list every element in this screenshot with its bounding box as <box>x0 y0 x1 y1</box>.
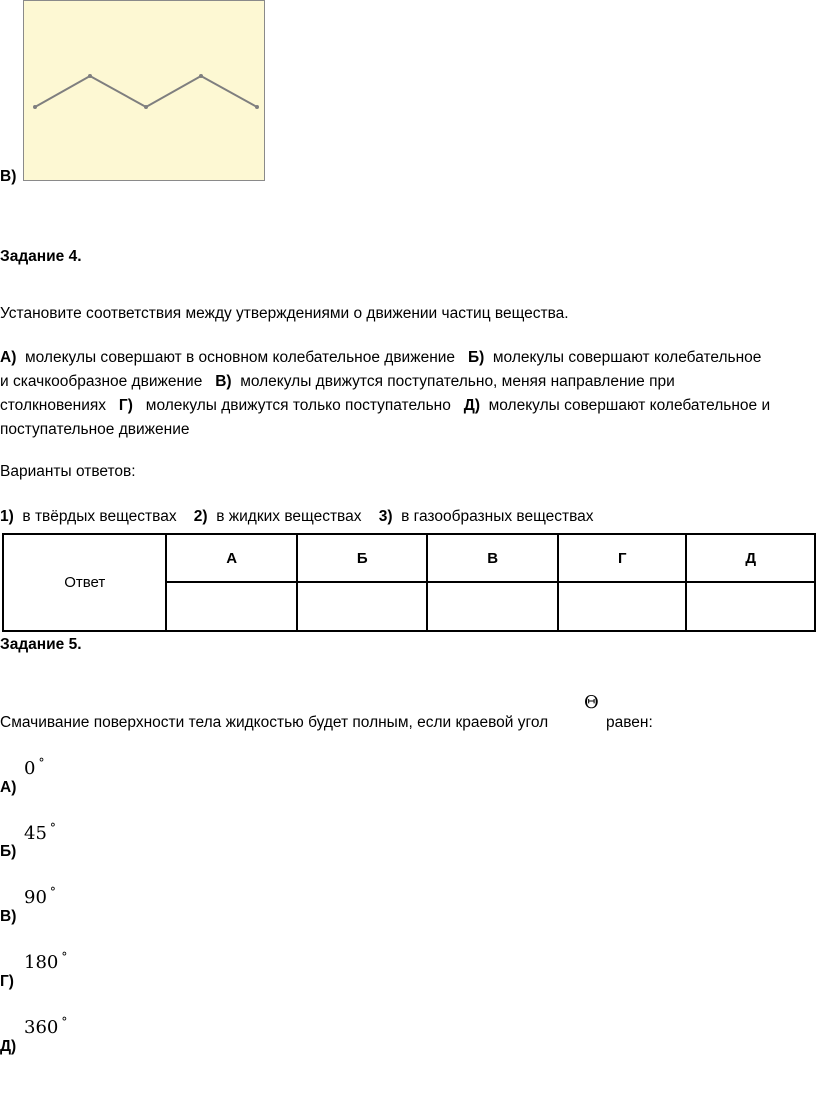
statement-letter: А) <box>0 349 17 366</box>
statement-line <box>0 373 675 391</box>
option-label: Д) <box>0 1038 17 1055</box>
task5-question-start: Смачивание поверхности тела жидкостью будет полным, если краевой угол <box>0 714 549 731</box>
variant-text: в газообразных веществах <box>392 508 594 525</box>
task4-intro: Установите соответствия между утверждениями о движении частиц вещества. <box>0 305 569 322</box>
statement-text: молекулы совершают колебательное и <box>480 397 771 414</box>
option-angle <box>24 758 44 779</box>
answer-cell[interactable] <box>297 582 428 631</box>
statement-letter: Г) <box>118 397 133 414</box>
option-label: Б) <box>0 843 17 860</box>
statement-letter: В) <box>215 373 232 390</box>
statement-text: молекулы совершают колебательное <box>484 349 762 366</box>
statement-text: молекулы движутся только поступательно <box>132 397 464 414</box>
answer-table <box>2 533 816 632</box>
task4-title: Задание 4. <box>0 248 82 265</box>
task5-title: Задание 5. <box>0 636 82 653</box>
option-angle <box>24 887 56 908</box>
degree-symbol: ° <box>49 821 56 835</box>
column-header: Д <box>686 534 815 582</box>
statement-text: поступательное движение <box>0 421 190 438</box>
answer-cell[interactable] <box>427 582 558 631</box>
variant-text: в твёрдых веществах <box>13 508 194 525</box>
statement-text: столкновениях <box>0 397 119 414</box>
statement-letter: Б) <box>467 349 485 366</box>
variant-number: 1) <box>0 508 14 525</box>
angle-value: 45 <box>24 823 47 844</box>
answer-cell[interactable] <box>558 582 686 631</box>
zigzag-line-icon <box>24 1 264 180</box>
option-label: Г) <box>0 973 14 990</box>
statement-text: и скачкообразное движение <box>0 373 216 390</box>
answer-cell[interactable] <box>166 582 297 631</box>
variant-number: 2) <box>193 508 208 525</box>
column-header: А <box>166 534 297 582</box>
degree-symbol: ° <box>61 1015 68 1029</box>
statement-text: молекулы совершают в основном колебательное движение <box>16 349 468 366</box>
degree-symbol: ° <box>49 885 56 899</box>
option-angle <box>24 1017 67 1038</box>
angle-value: 180 <box>24 952 59 973</box>
angle-value: 90 <box>24 887 47 908</box>
statement-text: молекулы движутся поступательно, меняя направление при <box>231 373 675 390</box>
statement-line <box>0 397 770 415</box>
column-header: В <box>427 534 558 582</box>
option-label: В) <box>0 908 17 925</box>
option-angle <box>24 952 67 973</box>
degree-symbol: ° <box>61 950 68 964</box>
statement-line <box>0 349 761 367</box>
degree-symbol: ° <box>38 756 45 770</box>
variants-list <box>0 508 594 526</box>
variant-text: в жидких веществах <box>207 508 379 525</box>
variants-title: Варианты ответов: <box>0 463 136 480</box>
option-label: А) <box>0 779 17 796</box>
angle-value: 360 <box>24 1017 59 1038</box>
option-angle <box>24 823 56 844</box>
statement-line <box>0 421 189 439</box>
task5-question-end: равен: <box>606 714 653 731</box>
variant-number: 3) <box>378 508 393 525</box>
column-header: Б <box>297 534 428 582</box>
column-header: Г <box>558 534 686 582</box>
answer-cell[interactable] <box>686 582 815 631</box>
angle-value: 0 <box>24 758 36 779</box>
statement-letter: Д) <box>463 397 480 414</box>
theta-symbol: Θ <box>584 692 599 713</box>
zigzag-figure <box>23 0 265 181</box>
figure-label: В) <box>0 168 17 185</box>
answer-row-label: Ответ <box>3 534 166 631</box>
